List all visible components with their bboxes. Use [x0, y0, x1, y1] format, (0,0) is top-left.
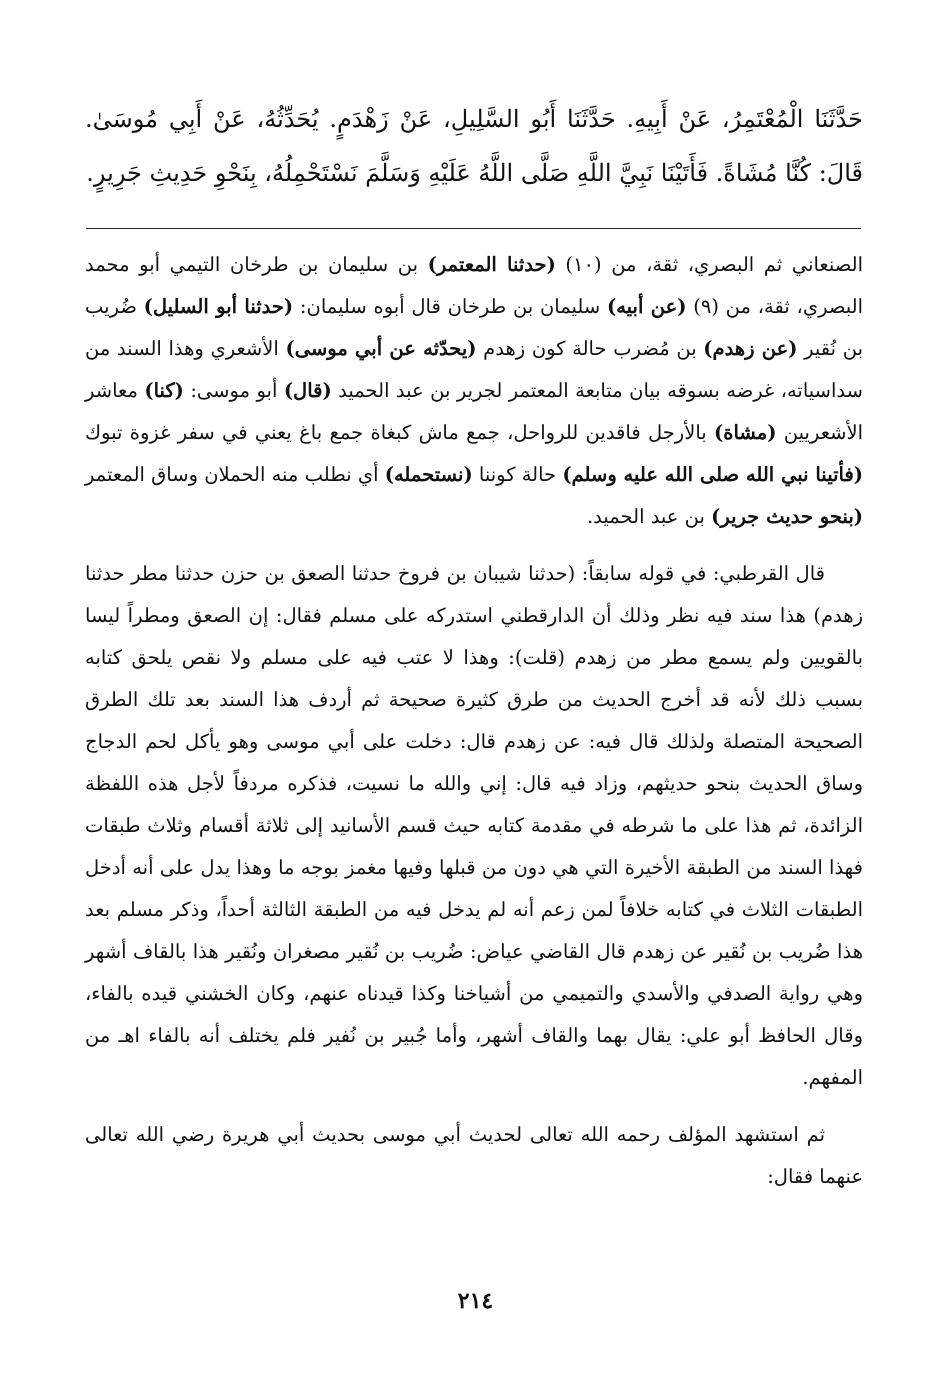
divider-line	[86, 228, 861, 229]
commentary-text: الأشعري وهذا السند من سداسياته، غرضه بسوقه بيان متابعة المعتمر لجرير بن عبد الحميد	[85, 337, 864, 402]
commentary-text: الصنعاني ثم البصري، ثقة، من (١٠)	[555, 253, 863, 276]
quoted-text: (كنا)	[144, 379, 184, 402]
commentary-text: أي نطلب منه الحملان وساق المعتمر	[85, 463, 385, 486]
commentary-text: أبو موسى:	[183, 379, 284, 402]
quoted-text: (فأتينا نبي الله صلى الله عليه وسلم)	[562, 463, 863, 486]
quoted-text: (يحدّثه عن أبي موسى)	[285, 337, 477, 360]
commentary-text: ضُريب بن نُقير	[85, 295, 864, 360]
commentary-text: معاشر الأشعريين	[85, 379, 863, 444]
page-number: ٢١٤	[457, 1288, 494, 1314]
commentary-body	[85, 244, 863, 1198]
quoted-text: (قال)	[283, 379, 332, 402]
commentary-text: بن مُضرب حالة كون زهدم	[476, 337, 704, 360]
quoted-text: (حدثنا أبو السليل)	[143, 295, 294, 318]
quoted-text: (عن أبيه)	[606, 295, 687, 318]
commentary-text: بالأرجل فاقدين للرواحل، جمع ماش كبغاة جمع باغ يعني في سفر غزوة تبوك	[85, 421, 715, 444]
commentary-text: بن سليمان بن طرخان التيمي أبو محمد البصري، ثقة، من (٩)	[85, 253, 864, 318]
commentary-text: بن عبد الحميد.	[586, 505, 712, 528]
commentary-paragraph-3: ثم استشهد المؤلف رحمه الله تعالى لحديث أبي موسى بحديث أبي هريرة رضي الله تعالى عنهما فقال:	[85, 1123, 863, 1188]
commentary-paragraph-2: قال القرطبي: في قوله سابقاً: (حدثنا شيبان بن فروخ حدثنا الصعق بن حزن حدثنا مطر حدثنا زهدم) هذا سند فيه نظر وذلك أن الدارقطني استدركه على مسلم فقال: إن الصعق ومطراً ليسا بالقويين ولم يسمع مطر من زهدم (قلت): وهذا لا عتب فيه على مسلم ولا نقص يلحق كتابه بسبب ذلك لأنه قد أخرج الحديث من طرق كثيرة صحيحة ثم أردف هذا السند بعد تلك الطرق الصحيحة المتصلة ولذلك قال فيه: عن زهدم قال: دخلت على أبي موسى وهو يأكل لحم الدجاج وساق الحديث بنحو حديثهم، وزاد فيه قال: إني والله ما نسيت، فذكره مردفاً لأجل هذه اللفظة الزائدة، ثم هذا على ما شرطه في مقدمة كتابه حيث قسم الأسانيد إلى ثلاثة أقسام وثلاث طبقات فهذا السند من الطبقة الأخيرة التي هي دون من قبلها وفيها مغمز بوجه ما وهذا يدل على أنه أدخل الطبقات الثلاث في كتابه خلافاً لمن زعم أنه لم يدخل فيه من الطبقة الثالثة أحداً، وذكر مسلم بعد هذا ضُريب بن نُقير عن زهدم قال القاضي عياض: ضُريب بن نُقير مصغران ونُقير هذا بالقاف أشهر وهي رواية الصدفي والأسدي والتميمي من أشياخنا وكذا قيدناه عنهم، وكان الخشني قيده بالفاء، وقال الحافظ أبو علي: يقال بهما والقاف أشهر، وأما جُبير بن نُفير فلم يختلف أنه بالفاء اهـ من المفهم.	[85, 562, 863, 1089]
commentary-text: حالة كوننا	[472, 463, 563, 486]
quoted-text: (بنحو حديث جرير)	[711, 505, 863, 528]
hadith-text: حَدَّثَنَا الْمُعْتَمِرُ، عَنْ أَبِيهِ. حَدَّثَنَا أَبُو السَّلِيلِ، عَنْ زَهْدَمٍ. يُحَدِّثُهُ، عَنْ أَبِي مُوسَىٰ. قَالَ: كُنَّا مُشَاةً. فَأَتَيْنَا نَبِيَّ اللَّهِ صَلَّى اللَّهُ عَلَيْهِ وَسَلَّمَ نَسْتَحْمِلُهُ، بِنَحْوِ حَدِيثِ جَرِيرٍ.	[85, 105, 863, 187]
quoted-text: (مشاة)	[714, 421, 777, 444]
quoted-text: (نستحمله)	[384, 463, 473, 486]
commentary-paragraph-1	[85, 244, 863, 538]
commentary-text: سليمان بن طرخان قال أبوه سليمان:	[293, 295, 607, 318]
quoted-text: (حدثنا المعتمر)	[427, 253, 556, 276]
quoted-text: (عن زهدم)	[703, 337, 798, 360]
